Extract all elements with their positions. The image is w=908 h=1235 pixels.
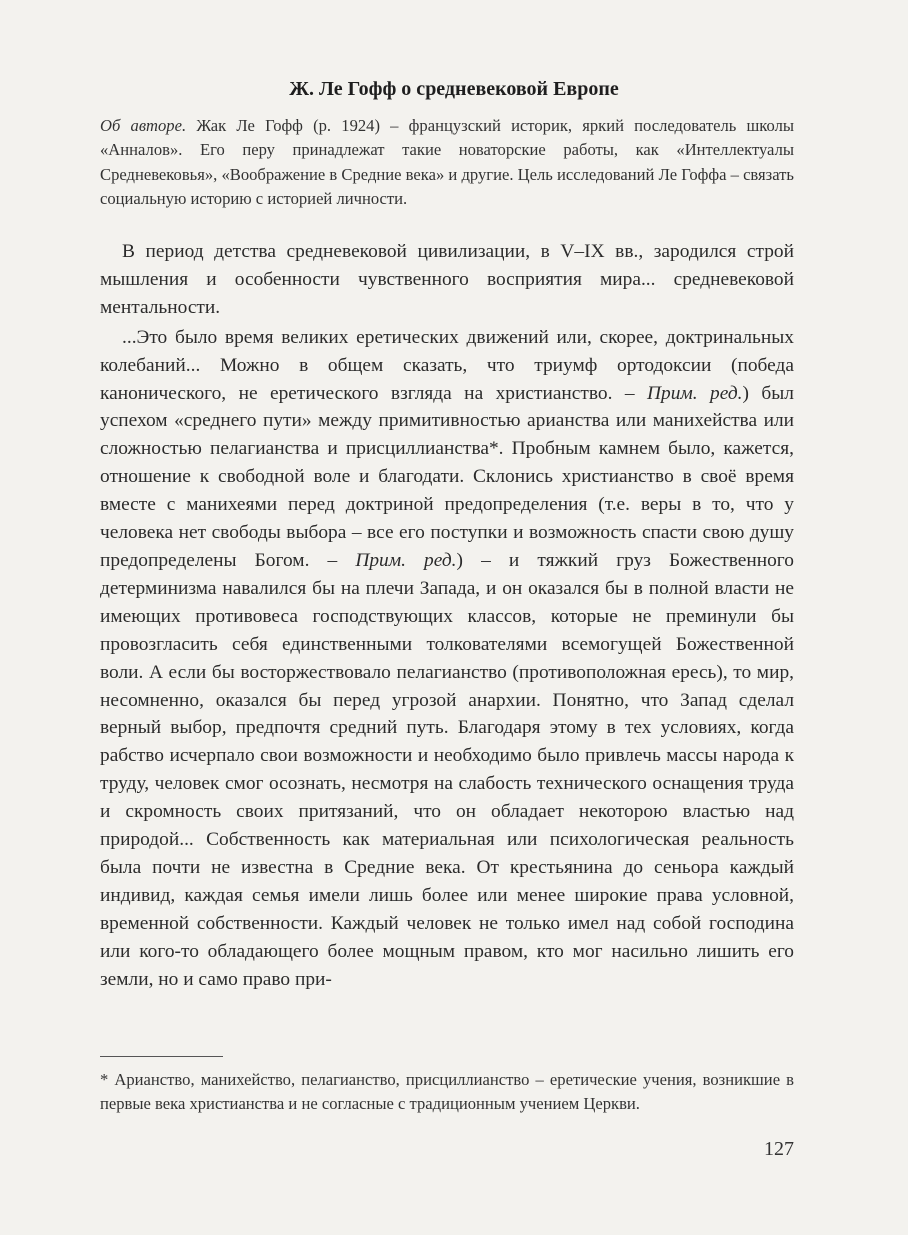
about-author-label: Об авторе. xyxy=(100,116,187,135)
paragraph-2-part-c: ) – и тяжкий груз Божественного детерминизма навалился бы на плечи Запада, и он оказался бы в полной власти не имеющих противовеса господствующих классов, которые не преминули бы провозгласить себя единственными толкователями всемогущей Божественной воли. А если бы восторжествовало пелагианство (противоположная ересь), то мир, несомненно, оказался бы перед угрозой анархии. Понятно, что Запад сделал верный выбор, предпочтя средний путь. Благодаря этому в тех условиях, когда рабство исчерпало свои возможности и необходимо было привлечь массы народа к труду, человек смог осознать, несмотря на слабость технического оснащения труда и скромность своих притязаний, что он обладает некоторою властью над природой... Собственность как материальная или психологическая реальность была почти не известна в Средние века. От крестьянина до сеньора каждый индивид, каждая семья имели лишь более или менее широкие права условной, временной собственности. Каждый человек не только имел над собой господина или кого-то обладающего более мощным правом, кто мог насильно лишить его земли, но и само право при- xyxy=(100,549,794,990)
paragraph-2-part-a: ...Это было время великих еретических движений или, скорее, доктринальных колебаний... Можно в общем сказать, что триумф ортодоксии (победа канонического, не еретического взгляда на христианство. – xyxy=(100,326,794,404)
footnote-divider xyxy=(100,1056,223,1057)
paragraph-1: В период детства средневековой цивилизации, в V–IX вв., зародился строй мышления и особенности чувственного восприятия мира... средневековой ментальности. xyxy=(100,241,794,318)
page-title: Ж. Ле Гофф о средневековой Европе xyxy=(289,78,619,100)
paragraph-2 xyxy=(100,324,794,994)
footnote: * Арианство, манихейство, пелагианство, присциллианство – еретические учения, возникшие в первые века христианства и не согласные с традиционным учением Церкви. xyxy=(100,1070,794,1113)
main-text xyxy=(100,238,794,993)
page-number: 127 xyxy=(764,1138,794,1160)
about-author-text: Жак Ле Гофф (р. 1924) – французский историк, яркий последователь школы «Анналов». Его перу принадлежат такие новаторские работы, как «Интеллектуалы Средневековья», «Воображение в Средние века» и другие. Цель исследований Ле Гоффа – связать социальную историю с историей личности. xyxy=(100,116,794,208)
editor-note-2: Прим. ред. xyxy=(355,549,457,571)
editor-note-1: Прим. ред. xyxy=(647,382,743,404)
paragraph-2-part-b: ) был успехом «среднего пути» между примитивностью арианства или манихейства или сложностью пелагианства и присциллианства*. Пробным камнем было, кажется, отношение к свободной воле и благодати. Склонись христианство в своё время вместе с манихеями перед доктриной предопределения (т.е. веры в то, что у человека нет свободы выбора – все его поступки и возможность спасти свою душу предопределены Богом. – xyxy=(100,382,794,571)
about-author-paragraph xyxy=(100,114,794,211)
